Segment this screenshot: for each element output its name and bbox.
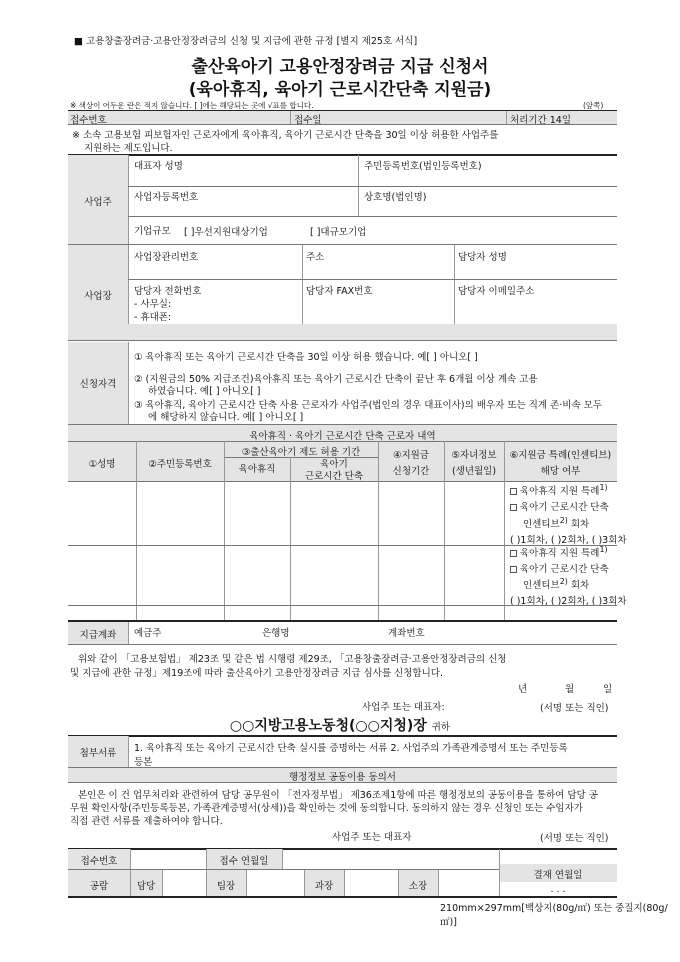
attachments-label: 첨부서류: [79, 748, 117, 759]
col-apply-1: ④지원금: [392, 450, 430, 461]
processing-period: 처리기간 14일: [510, 115, 571, 126]
consent-line1: 본인은 이 건 업무처리와 관련하여 담당 공무원이 「전자정부법」 제36조제1항에 따른 행정정보의 공동이용을 통하여 담당 공: [78, 790, 598, 801]
col-incentive-2: 해당 여부: [540, 466, 581, 477]
consent-line2: 무원 확인사항(주민등록등본, 가족관계증명서(상세))을 확인하는 것에 동의합니다. 동의하지 않는 경우 신청인 또는 수임자가: [70, 803, 583, 814]
checkbox[interactable]: [510, 566, 517, 573]
workplace-shaded-row: [128, 324, 617, 340]
checkbox[interactable]: [510, 550, 517, 557]
row1-opt-leave-special[interactable]: 육아휴직 지원 특례$^{1)}$: [510, 483, 608, 497]
intro-note-line2: 지원하는 제도입니다.: [84, 143, 173, 154]
col-child-2: (생년월일): [451, 466, 497, 477]
consent-title: 행정정보 공동이용 동의서: [289, 772, 396, 783]
date-day[interactable]: 일: [603, 684, 613, 695]
receipt-no-label: 접수번호: [70, 115, 107, 126]
eligibility-section-label: 신청자격: [79, 379, 117, 390]
checkbox[interactable]: [510, 504, 517, 511]
date-year[interactable]: 년: [518, 684, 528, 695]
mgmt-no-field[interactable]: 사업장관리번호: [134, 252, 199, 263]
date-month[interactable]: 월: [565, 684, 575, 695]
office-receipt-date-label: 접수 연월일: [219, 856, 269, 867]
attachments-line1: 1. 육아휴직 또는 육아기 근로시간 단축 실시를 증명하는 서류 2. 사업주의 가족관계증명서 또는 주민등록: [134, 743, 568, 754]
office-review-label: 공람: [89, 881, 109, 892]
office-approval-date-label: 결재 연월일: [533, 870, 583, 881]
address-field[interactable]: 주소: [306, 252, 325, 263]
row2-opt-leave-special[interactable]: 육아휴직 지원 특례$^{1)}$: [510, 545, 608, 559]
row2-opt-incentive: 인센티브$^{2)}$ 회차: [523, 577, 590, 592]
col-incentive-1: ⑥지원금 특례(인센티브): [509, 450, 612, 461]
size-priority-checkbox[interactable]: [ ]우선지원대상기업: [184, 227, 268, 238]
sign-note[interactable]: (서명 또는 직인): [540, 703, 609, 714]
eligibility-q3-line1: ③ 육아휴직, 육아기 근로시간 단축 사용 근로자가 사업주(법인의 경우 대표이사)의 배우자 또는 직계 존·비속 모두: [134, 400, 603, 411]
col-leave: 육아휴직: [238, 464, 276, 475]
manager-fax-field[interactable]: 담당자 FAX번호: [306, 286, 373, 297]
declaration-line2: 및 지급에 관한 규정」제19조에 따라 출산육아기 고용안정장려금 지급 심사를 신청합니다.: [70, 668, 443, 679]
office-staff-label: 담당: [136, 881, 156, 892]
office-chief-label: 소장: [408, 881, 428, 892]
manager-name-field[interactable]: 담당자 성명: [458, 252, 507, 263]
office-phone-field[interactable]: - 사무실:: [134, 299, 172, 310]
col-name: ①성명: [88, 459, 116, 470]
attachments-line2: 등본: [134, 757, 153, 768]
row1-opt-rounds[interactable]: ( )1회차, ( )2회차, ( )3회차: [510, 535, 627, 546]
office-team-label: 팀장: [216, 881, 236, 892]
employer-section-label: 사업주: [84, 197, 112, 208]
account-holder-field[interactable]: 예금주: [134, 628, 162, 639]
receipt-date-label: 접수일: [294, 115, 322, 126]
account-no-field[interactable]: 계좌번호: [388, 628, 425, 639]
paper-spec: 210mm×297mm[백상지(80g/㎡) 또는 중질지(80g/㎡)]: [440, 903, 668, 928]
consent-line3: 직접 관련 서류를 제출하여야 합니다.: [70, 816, 223, 827]
size-large-checkbox[interactable]: [ ]대규모기업: [310, 227, 367, 238]
form-subtitle: (육아휴직, 육아기 근로시간단축 지원금): [188, 80, 492, 100]
manager-phone-field[interactable]: 담당자 전화번호: [134, 286, 202, 297]
col-child-1: ⑤자녀정보: [451, 450, 497, 461]
eligibility-q2-line1: ② (지원금의 50% 지급조건)육아휴직 또는 육아기 근로시간 단축이 끝난 후 6개월 이상 계속 고용: [134, 374, 538, 385]
intro-note-line1: ※ 소속 고용보험 피보험자인 근로자에게 육아휴직, 육아기 근로시간 단축을 30일 이상 허용한 사업주를: [72, 130, 499, 141]
row1-opt-incentive: 인센티브$^{2)}$ 회차: [523, 516, 590, 531]
office-section-head-label: 과장: [314, 881, 334, 892]
office-approval-date-value[interactable]: . . .: [550, 884, 566, 895]
col-reduced-2: 근로시간 단축: [304, 471, 364, 482]
workers-section-title: 육아휴직 · 육아기 근로시간 단축 근로자 내역: [249, 431, 436, 442]
consent-signer: 사업주 또는 대표자: [332, 832, 412, 843]
recipient: ○○지방고용노동청(○○지청)장 귀하: [229, 718, 451, 734]
form-note: ※ 색상이 어두운 란은 적지 않습니다. [ ]에는 해당되는 곳에 √표를 합니다.: [70, 101, 314, 110]
col-resident: ②주민등록번호: [148, 459, 212, 470]
resident-no-field[interactable]: 주민등록번호(법인등록번호): [364, 161, 482, 172]
eligibility-q2-line2[interactable]: 하였습니다. 예[ ] 아니오[ ]: [148, 386, 261, 397]
col-apply-2: 신청기간: [392, 466, 430, 477]
mobile-phone-field[interactable]: - 휴대폰:: [134, 312, 172, 323]
regulation-reference: ■ 고용창출장려금·고용안정장려금의 신청 및 지급에 관한 규정 [별지 제25호 서식]: [74, 36, 418, 47]
col-reduced-1: 육아기: [320, 459, 348, 470]
payment-section-label: 지급계좌: [79, 630, 117, 641]
bank-name-field[interactable]: 은행명: [262, 628, 290, 639]
row2-opt-reduced[interactable]: 육아기 근로시간 단축: [510, 561, 609, 575]
eligibility-q3-line2[interactable]: 에 해당하지 않습니다. 예[ ] 아니오[ ]: [148, 412, 304, 423]
consent-sign-note[interactable]: (서명 또는 직인): [540, 833, 609, 844]
manager-email-field[interactable]: 담당자 이메일주소: [458, 286, 535, 297]
eligibility-q1[interactable]: ① 육아휴직 또는 육아기 근로시간 단축을 30일 이상 허용 했습니다. 예[ ] 아니오[ ]: [134, 352, 478, 363]
rep-name-field[interactable]: 대표자 성명: [134, 161, 183, 172]
form-title: 출산육아기 고용안정장려금 지급 신청서: [191, 57, 489, 77]
col-period: ③출산육아기 제도 허용 기간: [241, 447, 361, 458]
checkbox[interactable]: [510, 488, 517, 495]
row1-opt-reduced[interactable]: 육아기 근로시간 단축: [510, 499, 609, 513]
office-receipt-no-label: 접수번호: [80, 856, 118, 867]
company-name-field[interactable]: 상호명(법인명): [364, 192, 427, 203]
workplace-section-label: 사업장: [84, 291, 112, 302]
signer-label: 사업주 또는 대표자:: [362, 702, 445, 713]
company-size-label: 기업규모: [134, 226, 171, 237]
business-reg-no-field[interactable]: 사업자등록번호: [134, 192, 199, 203]
page-side: (앞쪽): [583, 101, 604, 110]
declaration-line1: 위와 같이 「고용보험법」 제23조 및 같은 법 시행령 제29조, 「고용창출장려금·고용안정장려금의 신청: [78, 654, 507, 665]
row2-opt-rounds[interactable]: ( )1회차, ( )2회차, ( )3회차: [510, 596, 627, 607]
